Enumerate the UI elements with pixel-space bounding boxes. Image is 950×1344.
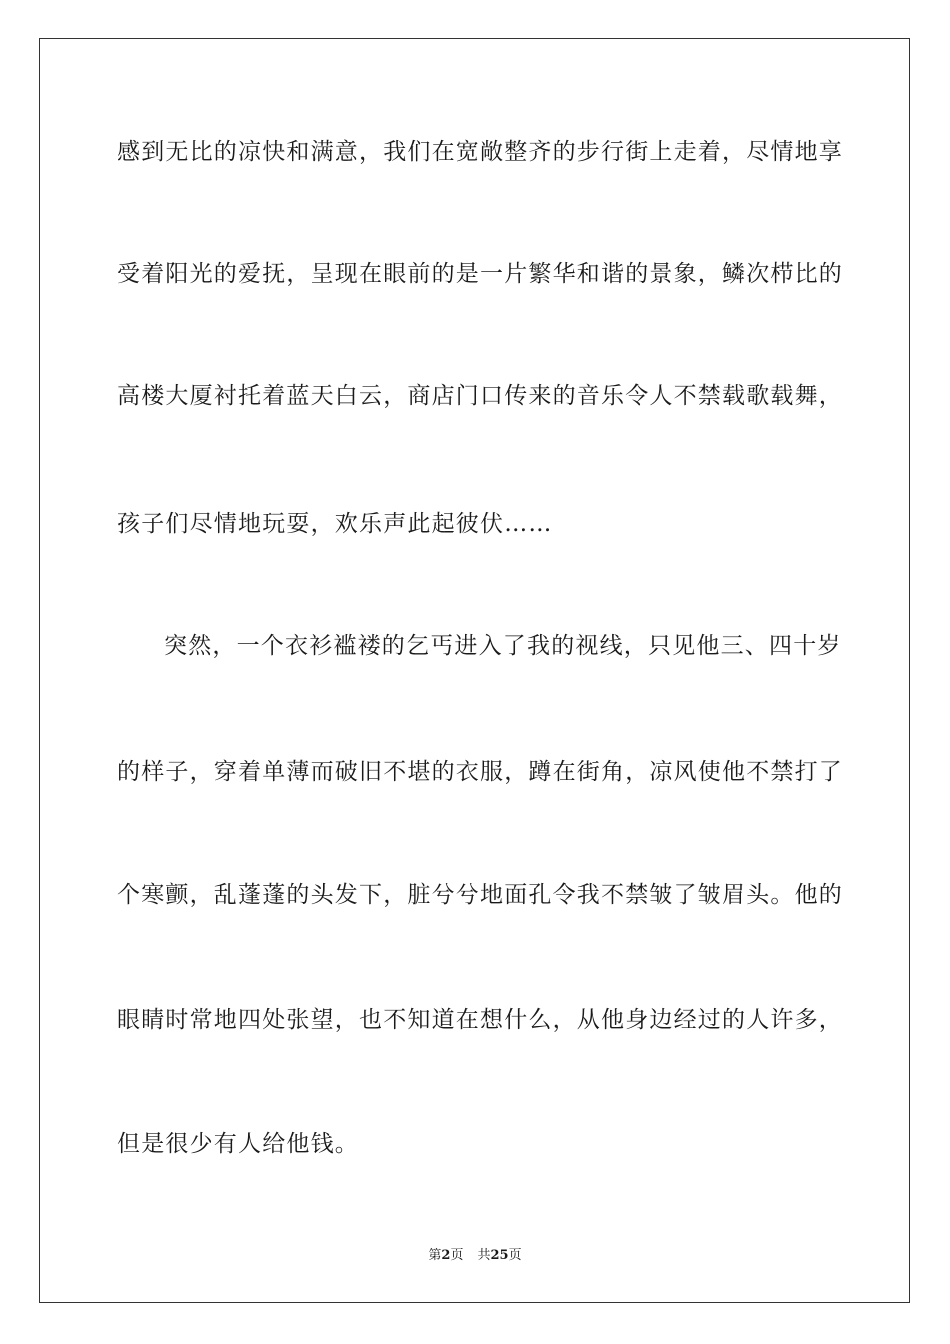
text-line-6: 的样子，穿着单薄而破旧不堪的衣服，蹲在街角，凉风使他不禁打了 [117, 759, 843, 785]
text-line-3: 高楼大厦衬托着蓝天白云，商店门口传来的音乐令人不禁载歌载舞， [117, 383, 843, 409]
text-line-1: 感到无比的凉快和满意，我们在宽敞整齐的步行街上走着，尽情地享 [117, 139, 843, 165]
footer-total-prefix: 共 [477, 1248, 491, 1263]
text-line-9: 但是很少有人给他钱。 [117, 1131, 359, 1157]
text-line-2: 受着阳光的爱抚，呈现在眼前的是一片繁华和谐的景象，鳞次栉比的 [117, 261, 843, 287]
text-line-5-paragraph-start: 突然，一个衣衫褴褛的乞丐进入了我的视线，只见他三、四十岁 [164, 633, 842, 659]
footer-page-suffix: 页 [450, 1248, 464, 1263]
text-line-4: 孩子们尽情地玩耍，欢乐声此起彼伏…… [117, 511, 553, 537]
footer-total-pages: 25 [490, 1248, 509, 1263]
page-border [39, 38, 910, 1303]
footer-page-prefix: 第 [428, 1248, 442, 1263]
text-line-7: 个寒颤，乱蓬蓬的头发下，脏兮兮地面孔令我不禁皱了皱眉头。他的 [117, 882, 843, 908]
footer-page-number: 2 [441, 1248, 451, 1263]
text-line-8: 眼睛时常地四处张望，也不知道在想什么，从他身边经过的人许多， [117, 1007, 843, 1033]
page-footer [0, 1247, 950, 1265]
footer-total-suffix: 页 [508, 1248, 522, 1263]
